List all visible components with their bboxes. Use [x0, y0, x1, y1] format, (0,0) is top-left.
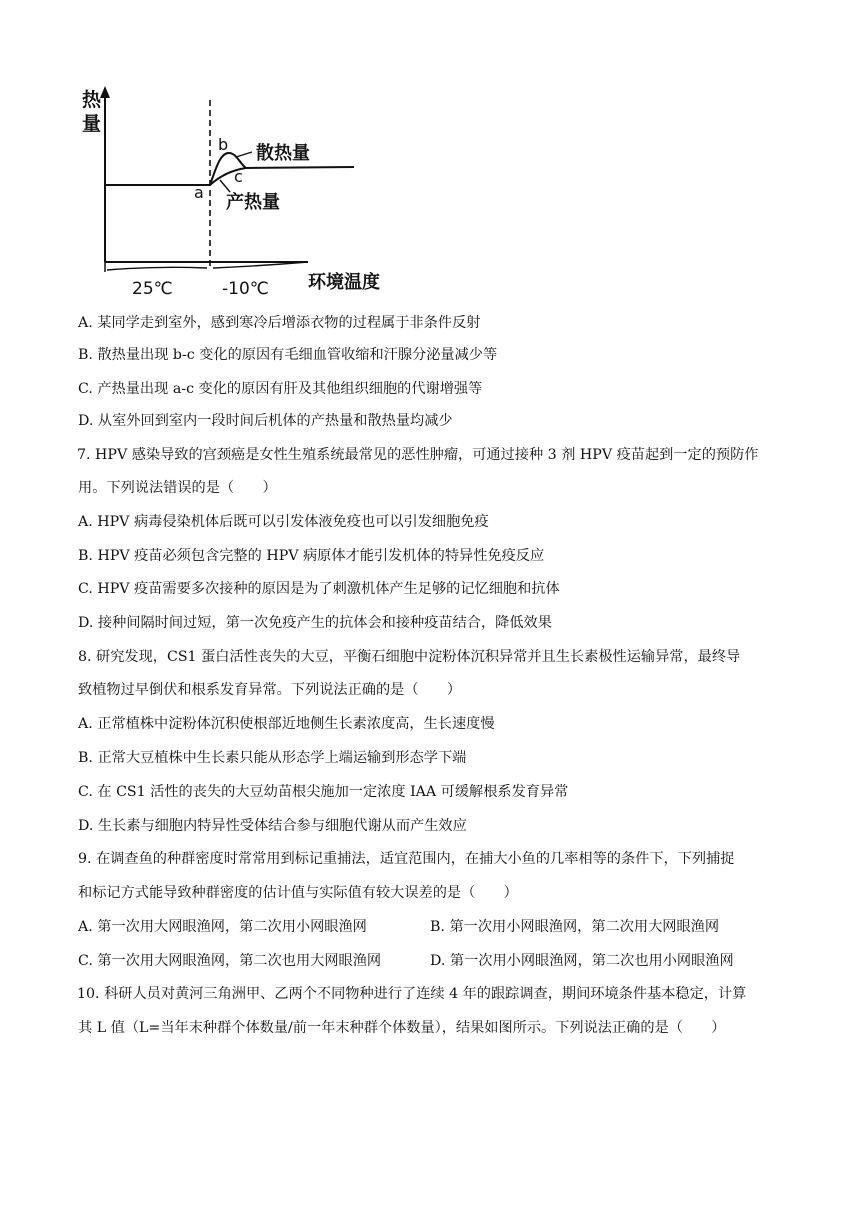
- q9-option-d: D. 第一次用小网眼渔网，第二次也用小网眼渔网: [430, 953, 734, 969]
- q9-option-c: C. 第一次用大网眼渔网，第二次也用大网眼渔网: [78, 953, 382, 969]
- q8-option-d: D. 生长素与细胞内特异性受体结合参与细胞代谢从而产生效应: [78, 818, 467, 834]
- q9-stem-1: 9. 在调查鱼的种群密度时常常用到标记重捕法，适宜范围内，在捕大小鱼的几率相等的条件下，下列捕捉: [78, 851, 735, 867]
- heat-temperature-diagram: [60, 80, 400, 305]
- heat-production-label: 产热量: [226, 192, 280, 213]
- q6-option-a: A. 某同学走到室外，感到寒冷后增添衣物的过程属于非条件反射: [78, 315, 481, 331]
- label-a: a: [194, 183, 204, 202]
- heat-loss-label: 散热量: [256, 143, 310, 164]
- q8-stem-1: 8. 研究发现，CS1 蛋白活性丧失的大豆，平衡石细胞中淀粉体沉积异常并且生长素极性运输异常，最终导: [78, 649, 741, 665]
- q9-options-row-2: [78, 951, 798, 971]
- q7-option-a: A. HPV 病毒侵染机体后既可以引发体液免疫也可以引发细胞免疫: [78, 514, 489, 530]
- q10-stem-2: 其 L 值（L=当年末种群个体数量/前一年末种群个体数量），结果如图所示。下列说法正确的是（ ）: [78, 1020, 726, 1036]
- y-axis-arrow: [100, 86, 110, 98]
- q9-stem-2: 和标记方式能导致种群密度的估计值与实际值有较大误差的是（ ）: [78, 885, 518, 901]
- q10-stem-1: 10. 科研人员对黄河三角洲甲、乙两个不同物种进行了连续 4 年的跟踪调查，期间环境条件基本稳定，计算: [77, 986, 747, 1002]
- q8-option-b: B. 正常大豆植株中生长素只能从形态学上端运输到形态学下端: [78, 750, 467, 766]
- label-b: b: [218, 135, 229, 154]
- q8-option-c: C. 在 CS1 活性的丧失的大豆幼苗根尖施加一定浓度 IAA 可缓解根系发育异常: [78, 784, 569, 800]
- heat-temperature-figure: [60, 80, 400, 305]
- bracket-25: [107, 267, 207, 270]
- q8-option-a: A. 正常植株中淀粉体沉积使根部近地侧生长素浓度高，生长速度慢: [78, 716, 495, 732]
- q9-option-b: B. 第一次用小网眼渔网，第二次用大网眼渔网: [430, 919, 720, 935]
- q7-stem-2: 用。下列说法错误的是（ ）: [78, 480, 277, 496]
- q6-option-c: C. 产热量出现 a-c 变化的原因有肝及其他组织细胞的代谢增强等: [78, 381, 483, 397]
- heat-loss-pointer: [236, 152, 252, 157]
- x-axis-label: 环境温度: [308, 272, 380, 293]
- q7-option-d: D. 接种间隔时间过短，第一次免疫产生的抗体会和接种疫苗结合，降低效果: [78, 615, 552, 631]
- label-c: c: [234, 167, 243, 186]
- q7-option-b: B. HPV 疫苗必须包含完整的 HPV 病原体才能引发机体的特异性免疫反应: [78, 548, 545, 564]
- temp-25-label: 25℃: [132, 279, 173, 299]
- heat-production-pointer: [220, 180, 230, 192]
- q9-option-a: A. 第一次用大网眼渔网，第二次用小网眼渔网: [78, 919, 367, 935]
- q6-option-b: B. 散热量出现 b-c 变化的原因有毛细血管收缩和汗腺分泌量减少等: [78, 347, 498, 363]
- q9-options-row-1: [78, 917, 798, 937]
- temp-minus10-label: -10℃: [222, 279, 269, 299]
- y-axis-label-2: 量: [82, 113, 102, 135]
- q6-option-d: D. 从室外回到室内一段时间后机体的产热量和散热量均减少: [78, 413, 453, 429]
- y-axis-label-1: 热: [82, 89, 102, 111]
- q7-option-c: C. HPV 疫苗需要多次接种的原因是为了刺激机体产生足够的记忆细胞和抗体: [78, 581, 560, 597]
- q7-stem-1: 7. HPV 感染导致的宫颈癌是女性生殖系统最常见的恶性肿瘤，可通过接种 3 剂 HPV 疫苗起到一定的预防作: [77, 447, 759, 463]
- q8-stem-2: 致植物过早倒伏和根系发育异常。下列说法正确的是（ ）: [78, 682, 462, 698]
